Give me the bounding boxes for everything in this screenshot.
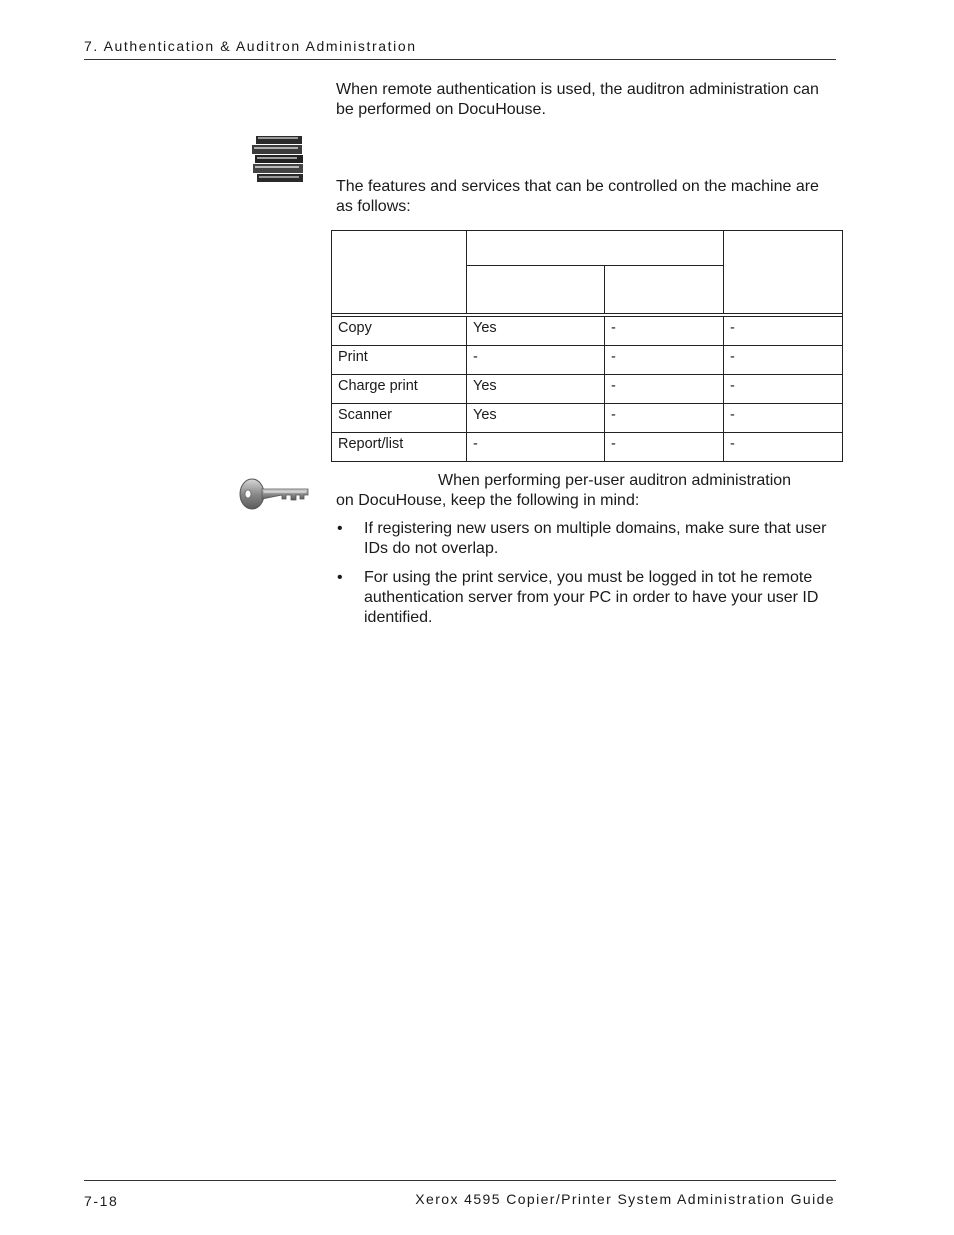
feature-cell: Report/list xyxy=(332,433,467,462)
page-number: 7-18 xyxy=(84,1193,119,1209)
guide-title: Xerox 4595 Copier/Printer System Administration Guide xyxy=(415,1191,835,1207)
features-paragraph: The features and services that can be controlled on the machine are as follows: xyxy=(336,178,819,215)
feature-cell: Copy xyxy=(332,317,467,346)
value-cell: - xyxy=(605,317,724,346)
table-row xyxy=(332,375,843,404)
footer-rule xyxy=(84,1180,836,1181)
feature-cell: Print xyxy=(332,346,467,375)
value-cell: - xyxy=(724,346,843,375)
chapter-title: 7. Authentication & Auditron Administration xyxy=(84,38,417,54)
table-row xyxy=(332,433,843,462)
header-rule xyxy=(84,59,836,60)
list-item xyxy=(336,519,836,559)
header-cell-last xyxy=(724,231,843,314)
table-row xyxy=(332,346,843,375)
feature-cell: Scanner xyxy=(332,404,467,433)
value-cell: - xyxy=(724,404,843,433)
value-cell: - xyxy=(605,346,724,375)
table-header-row xyxy=(332,231,843,266)
intro-paragraph: When remote authentication is used, the auditron administration can be performed on DocuHouse. xyxy=(336,81,819,118)
note-text-line2: on DocuHouse, keep the following in mind: xyxy=(336,492,640,509)
key-icon xyxy=(238,476,310,512)
value-cell: - xyxy=(605,404,724,433)
value-cell: - xyxy=(605,433,724,462)
value-cell: - xyxy=(724,433,843,462)
bullet-icon: • xyxy=(337,569,343,586)
bullet-icon: • xyxy=(337,520,343,537)
header-cell-group xyxy=(467,231,724,266)
value-cell: - xyxy=(724,317,843,346)
note-text-line1: When performing per-user auditron administration xyxy=(438,472,792,489)
value-cell: - xyxy=(467,433,605,462)
value-cell: - xyxy=(605,375,724,404)
value-cell: - xyxy=(467,346,605,375)
bullet-text: For using the print service, you must be logged in tot he remote authentication server from your PC in order to have your user ID identified. xyxy=(364,569,819,626)
bullet-text: If registering new users on multiple domains, make sure that user IDs do not overlap. xyxy=(364,520,827,557)
value-cell: - xyxy=(724,375,843,404)
subheader-cell-1 xyxy=(467,266,605,314)
note-bullet-list xyxy=(336,519,836,637)
books-icon xyxy=(250,134,310,184)
header-cell-feature xyxy=(332,231,467,314)
list-item xyxy=(336,568,836,628)
features-table xyxy=(331,230,843,462)
subheader-cell-2 xyxy=(605,266,724,314)
note-paragraph xyxy=(336,471,836,511)
value-cell: Yes xyxy=(467,317,605,346)
table-row xyxy=(332,317,843,346)
table-row xyxy=(332,404,843,433)
value-cell: Yes xyxy=(467,375,605,404)
value-cell: Yes xyxy=(467,404,605,433)
feature-cell: Charge print xyxy=(332,375,467,404)
